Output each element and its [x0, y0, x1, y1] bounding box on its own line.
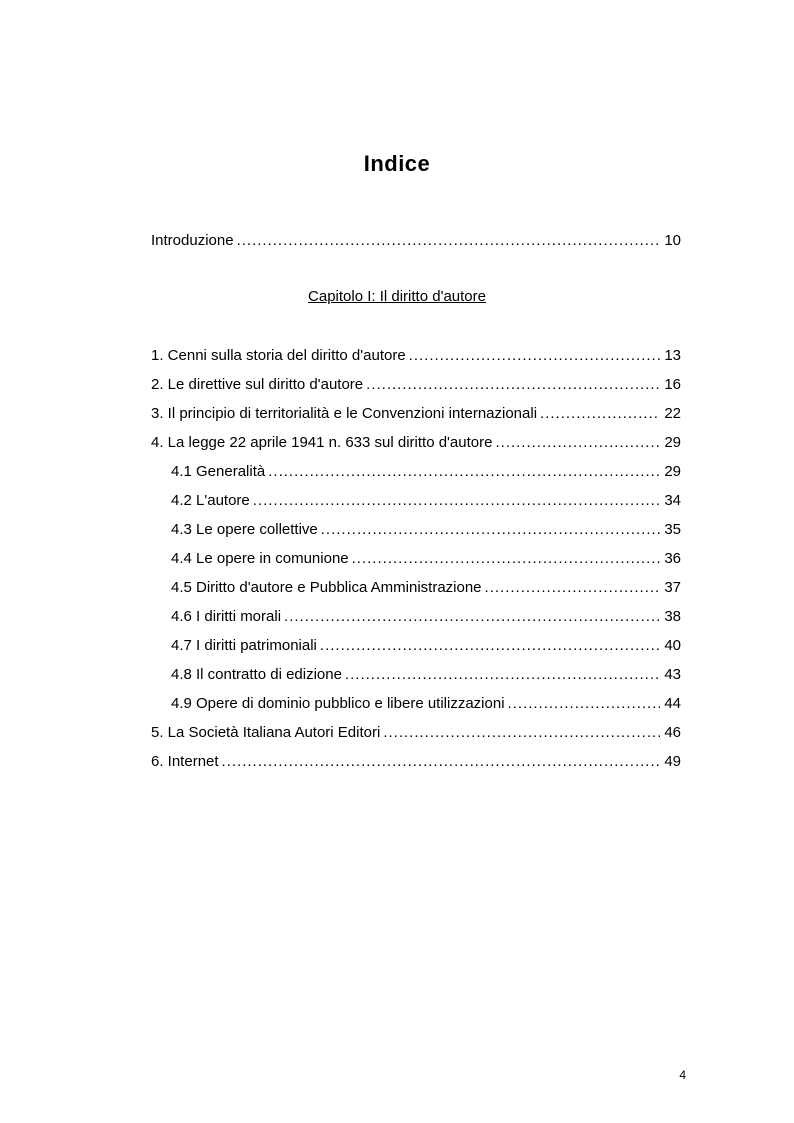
toc-entry-label: 5. La Società Italiana Autori Editori: [151, 724, 381, 741]
toc-subentry[interactable]: [151, 486, 681, 515]
toc-entry-page: 10: [664, 232, 681, 249]
toc-subentry[interactable]: [151, 457, 681, 486]
toc-entry-label: 2. Le direttive sul diritto d'autore: [151, 376, 364, 393]
toc-entry-label: 4.3 Le opere collettive: [171, 521, 318, 538]
toc-dot-leader: [345, 660, 660, 689]
toc-subentry[interactable]: [151, 660, 681, 689]
toc-dot-leader: [366, 370, 660, 399]
toc-subentry[interactable]: [151, 515, 681, 544]
toc-entry-page: 29: [664, 463, 681, 480]
toc-dot-leader: [237, 226, 661, 255]
toc-entry[interactable]: [151, 341, 681, 370]
toc-entry-label: 3. Il principio di territorialità e le Convenzioni internazionali: [151, 405, 538, 422]
toc-entry-label: 4.2 L'autore: [171, 492, 250, 509]
toc-subentry[interactable]: [151, 602, 681, 631]
toc-entry-label: 4.5 Diritto d'autore e Pubblica Amministrazione: [171, 579, 482, 596]
page-title: Indice: [363, 151, 431, 176]
toc-entry-page: 37: [664, 579, 681, 596]
toc-dot-leader: [352, 544, 661, 573]
toc-entry-label: 4.1 Generalità: [171, 463, 266, 480]
toc-dot-leader: [485, 573, 661, 602]
toc-dot-leader: [284, 602, 660, 631]
toc-subentry[interactable]: [151, 573, 681, 602]
toc-entry-page: 46: [664, 724, 681, 741]
toc-dot-leader: [222, 747, 661, 776]
toc-dot-leader: [253, 486, 661, 515]
toc-entry-page: 35: [664, 521, 681, 538]
toc-subentry[interactable]: [151, 631, 681, 660]
toc-dot-leader: [495, 428, 660, 457]
toc-entry[interactable]: [151, 718, 681, 747]
toc-entry[interactable]: [151, 370, 681, 399]
toc-dot-leader: [540, 399, 660, 428]
toc-entry-label: 4.8 Il contratto di edizione: [171, 666, 342, 683]
toc-subentry[interactable]: [151, 689, 681, 718]
toc-entry-page: 38: [664, 608, 681, 625]
toc-entry-label: 4.6 I diritti morali: [171, 608, 282, 625]
toc-entry-page: 29: [664, 434, 681, 451]
toc-dot-leader: [383, 718, 660, 747]
toc-entry-page: 16: [664, 376, 681, 393]
toc-intro: [151, 226, 681, 255]
toc-entry-page: 13: [664, 347, 681, 364]
toc-entry-page: 49: [664, 753, 681, 770]
page-number: 4: [679, 1068, 686, 1082]
toc-dot-leader: [508, 689, 661, 718]
toc-entry-page: 40: [664, 637, 681, 654]
toc-entry-label: 6. Internet: [151, 753, 219, 770]
toc-entry-label: 1. Cenni sulla storia del diritto d'autore: [151, 347, 406, 364]
toc-entry-page: 22: [664, 405, 681, 422]
toc-entry-label: Introduzione: [151, 232, 234, 249]
toc-entry-label: 4.9 Opere di dominio pubblico e libere utilizzazioni: [171, 695, 505, 712]
toc-entry-label: 4.7 I diritti patrimoniali: [171, 637, 317, 654]
toc-entry-page: 43: [664, 666, 681, 683]
toc-dot-leader: [268, 457, 660, 486]
chapter-heading: Capitolo I: Il diritto d'autore: [308, 288, 486, 305]
toc-list: [151, 341, 681, 776]
toc-entry-page: 34: [664, 492, 681, 509]
toc-entry-page: 44: [664, 695, 681, 712]
toc-entry-label: 4. La legge 22 aprile 1941 n. 633 sul diritto d'autore: [151, 434, 493, 451]
toc-dot-leader: [321, 515, 661, 544]
toc-dot-leader: [409, 341, 661, 370]
toc-entry[interactable]: [151, 399, 681, 428]
toc-entry-introduzione[interactable]: [151, 226, 681, 255]
toc-entry-label: 4.4 Le opere in comunione: [171, 550, 349, 567]
toc-subentry[interactable]: [151, 544, 681, 573]
toc-entry[interactable]: [151, 747, 681, 776]
toc-dot-leader: [320, 631, 660, 660]
toc-entry[interactable]: [151, 428, 681, 457]
toc-entry-page: 36: [664, 550, 681, 567]
